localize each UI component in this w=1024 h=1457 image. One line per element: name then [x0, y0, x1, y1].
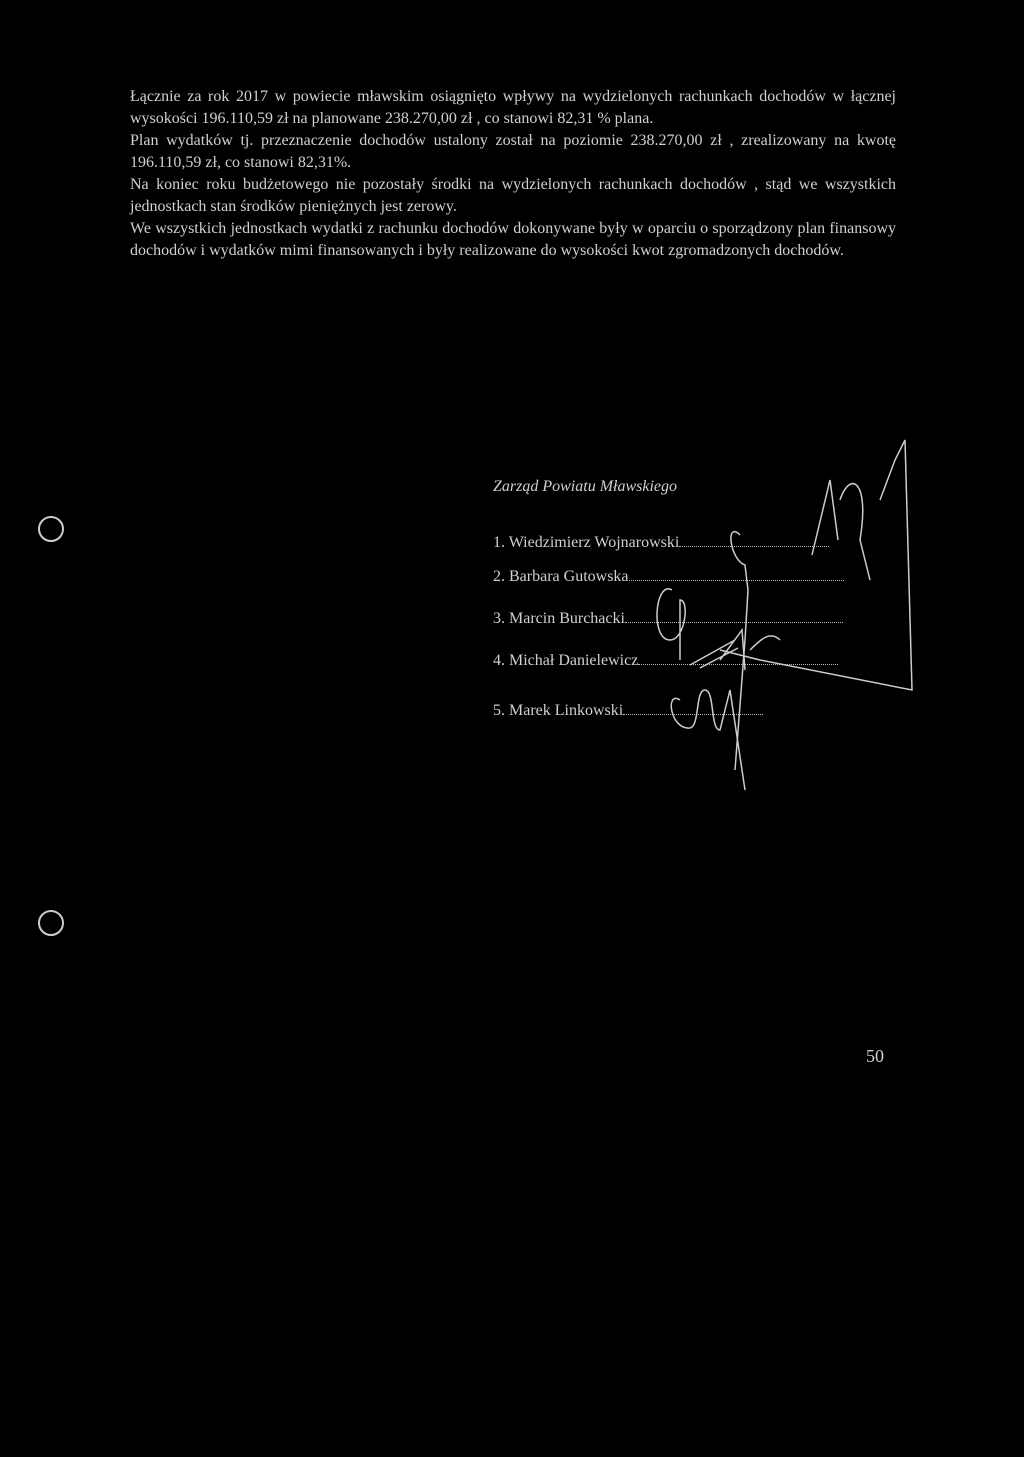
signature-1 — [720, 440, 912, 690]
board-title: Zarząd Powiatu Mławskiego — [493, 478, 678, 495]
member-name: 5. Marek Linkowski — [493, 702, 624, 719]
signature-3 — [657, 589, 685, 660]
member-name: 4. Michał Danielewicz — [493, 652, 639, 669]
member-name: 3. Marcin Burchacki — [493, 610, 625, 627]
paragraph-year-end: Na koniec roku budżetowego nie pozostały środki na wydzielonych rachunkach dochodów , stąd we wszystkich jednostkach stan środków pieniężnych jest zerowy. — [130, 176, 896, 215]
member-name: 1. Wiedzimierz Wojnarowski — [493, 534, 680, 551]
signature-5 — [671, 690, 745, 790]
member-name: 2. Barbara Gutowska — [493, 568, 629, 585]
paragraph-revenue: Łącznie za rok 2017 w powiecie mławskim osiągnięto wpływy na wydzielonych rachunkach dochodów w łącznej wysokości 196.110,59 zł na planowane 238.270,00 zł , co stanowi 82,31 % plana. — [130, 88, 896, 127]
signature-4 — [690, 630, 780, 670]
page-number: 50 — [866, 1046, 884, 1066]
paragraph-expenditure-plan: Plan wydatków tj. przeznaczenie dochodów ustalony został na poziomie 238.270,00 zł , zrealizowany na kwotę 196.110,59 zł, co stanowi 82,31%. — [130, 132, 896, 171]
paragraph-expenditure-basis: We wszystkich jednostkach wydatki z rachunku dochodów dokonywane były w oparciu o sporządzony plan finansowy dochodów i wydatków mimi finansowanych i były realizowane do wysokości kwot zgromadzonych dochodów. — [130, 220, 896, 259]
